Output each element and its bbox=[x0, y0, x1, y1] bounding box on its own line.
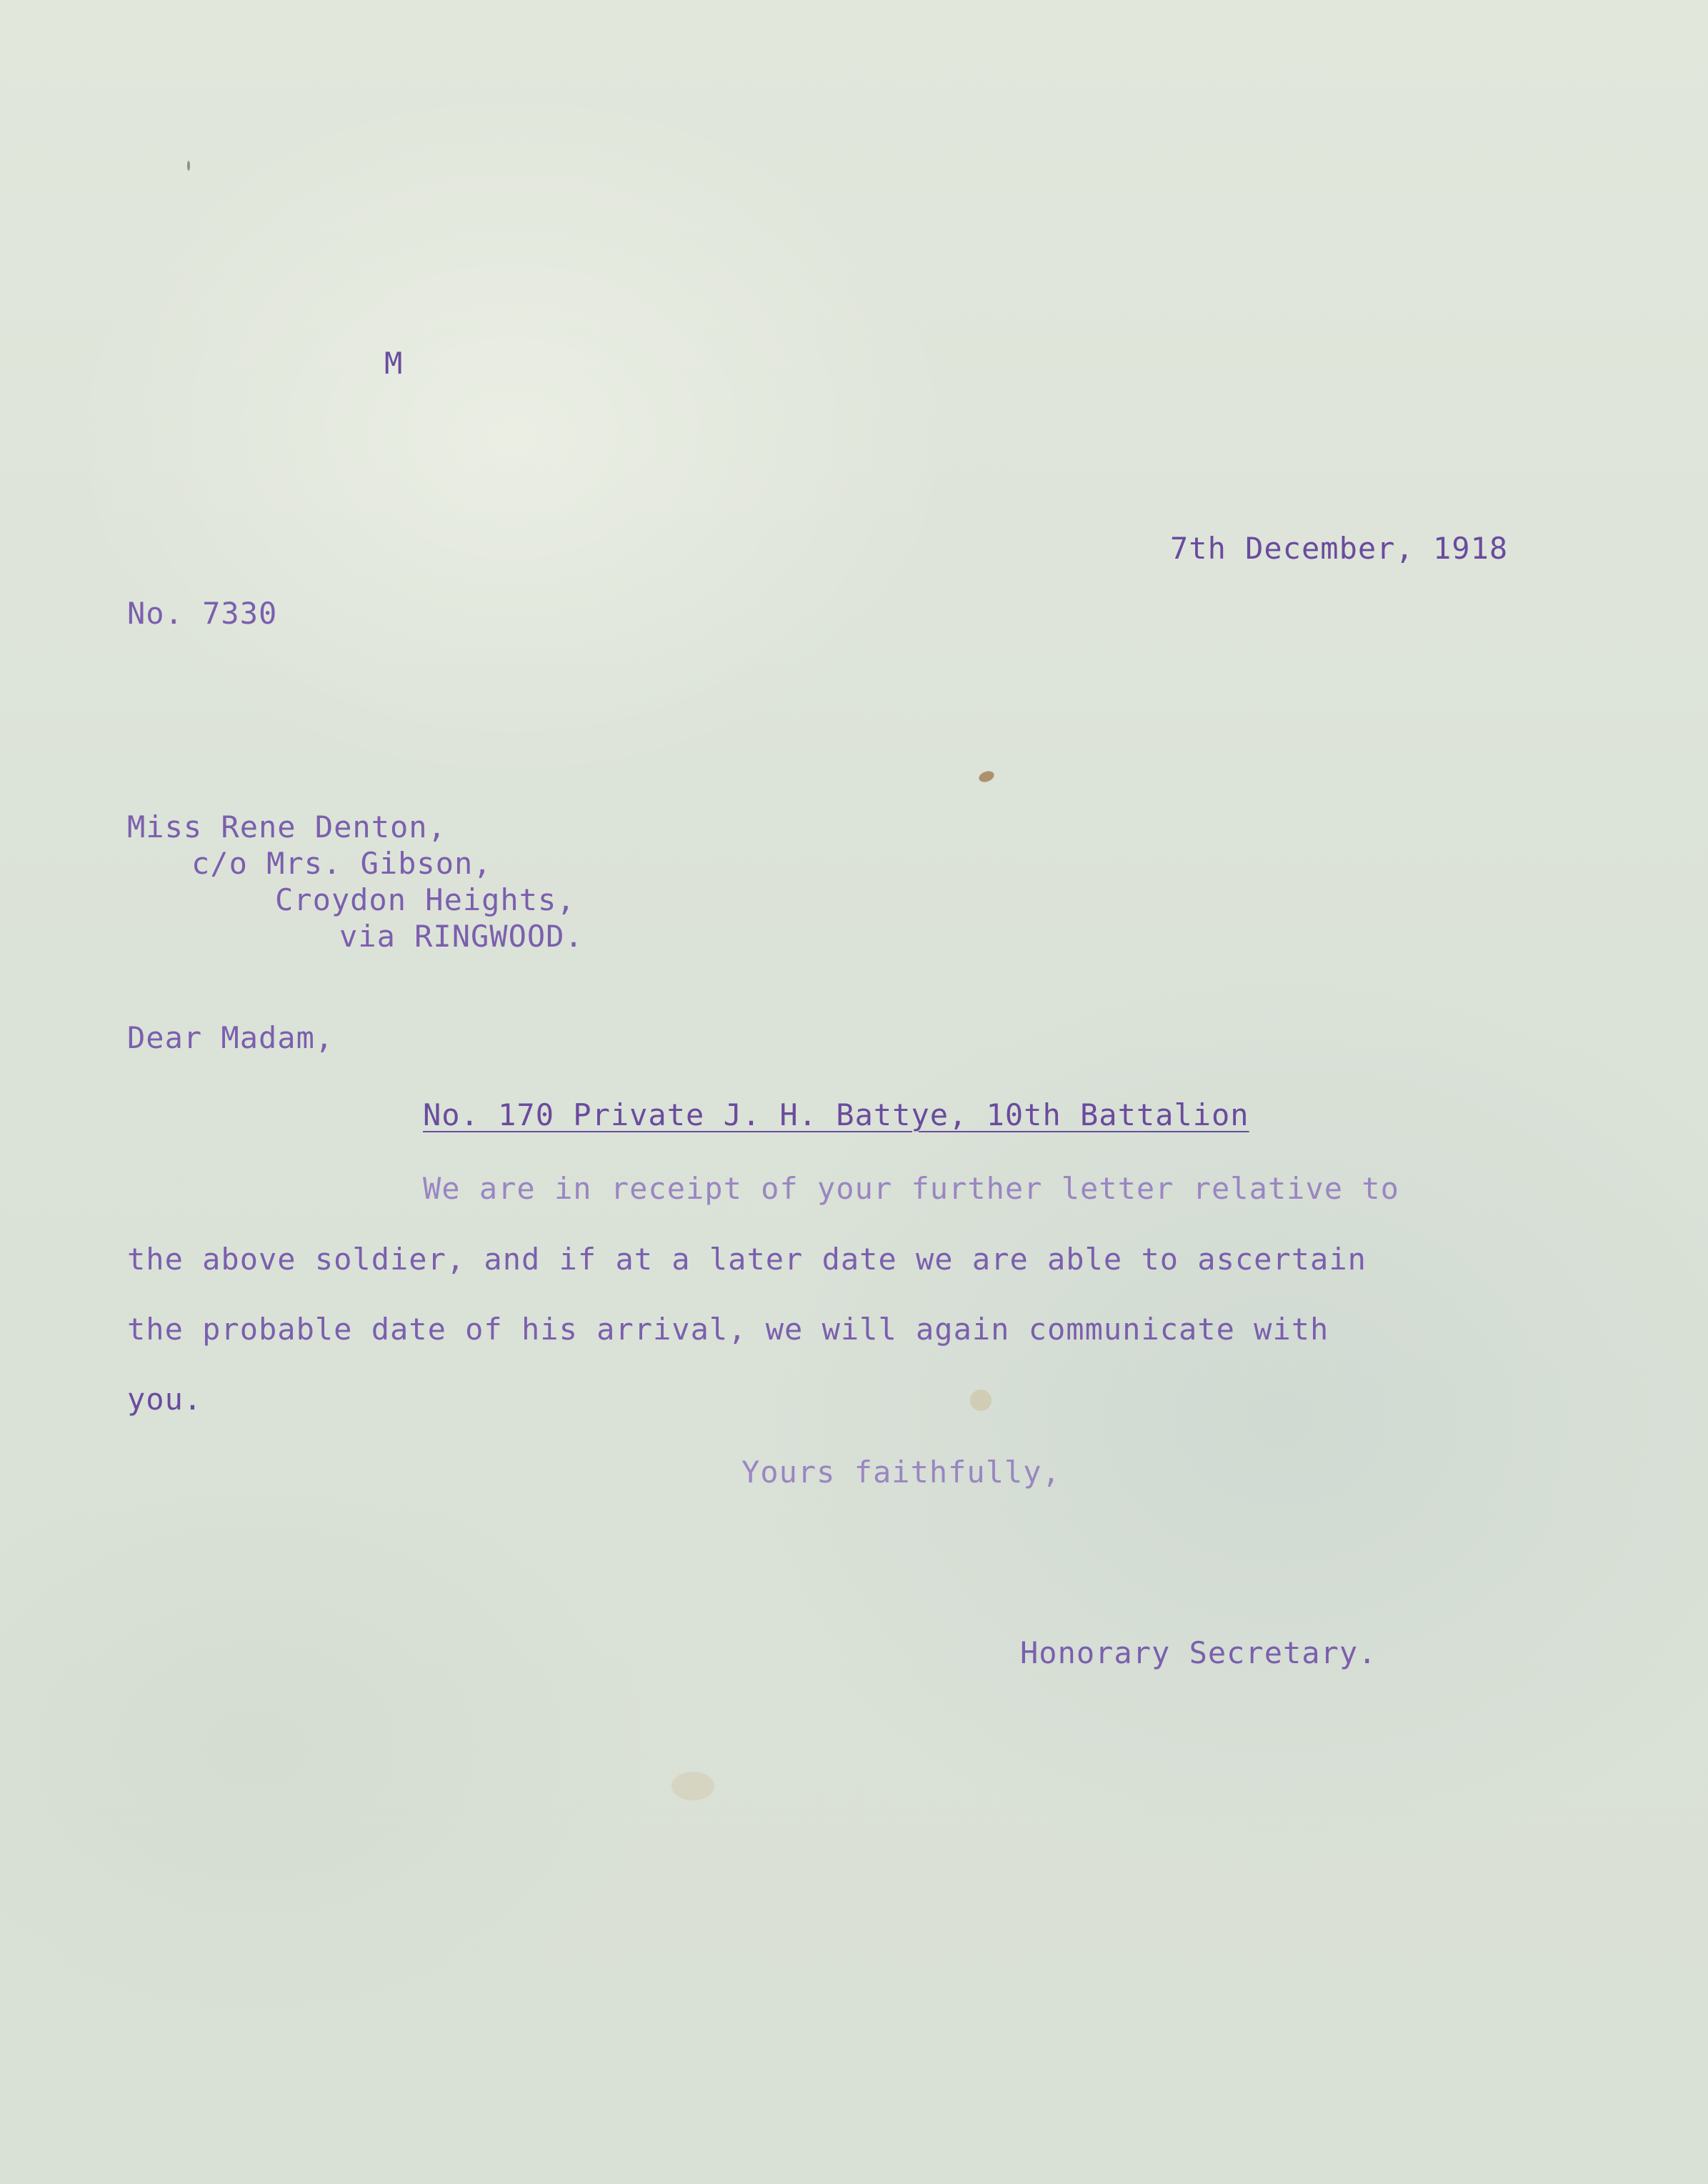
signature-title: Honorary Secretary. bbox=[1020, 1635, 1377, 1670]
paper-mark bbox=[187, 161, 190, 171]
salutation: Dear Madam, bbox=[127, 1020, 334, 1055]
subject-line: No. 170 Private J. H. Battye, 10th Battalion bbox=[423, 1097, 1249, 1132]
reference-number: No. 7330 bbox=[127, 596, 278, 631]
body-line: you. bbox=[127, 1382, 203, 1417]
address-line: Miss Rene Denton, bbox=[127, 809, 446, 844]
address-line: Croydon Heights, bbox=[275, 882, 576, 917]
paper-stain bbox=[977, 769, 995, 784]
body-line: the above soldier, and if at a later date we are able to ascertain bbox=[127, 1242, 1367, 1277]
letter-date: 7th December, 1918 bbox=[1170, 531, 1509, 566]
address-line: via RINGWOOD. bbox=[339, 919, 584, 954]
file-mark: M bbox=[384, 346, 404, 381]
paper-stain bbox=[970, 1390, 992, 1411]
closing: Yours faithfully, bbox=[741, 1455, 1061, 1490]
paper-stain bbox=[671, 1772, 714, 1800]
body-line: the probable date of his arrival, we will again communicate with bbox=[127, 1312, 1329, 1347]
body-line: We are in receipt of your further letter relative to bbox=[423, 1171, 1399, 1206]
address-line: c/o Mrs. Gibson, bbox=[191, 846, 492, 881]
